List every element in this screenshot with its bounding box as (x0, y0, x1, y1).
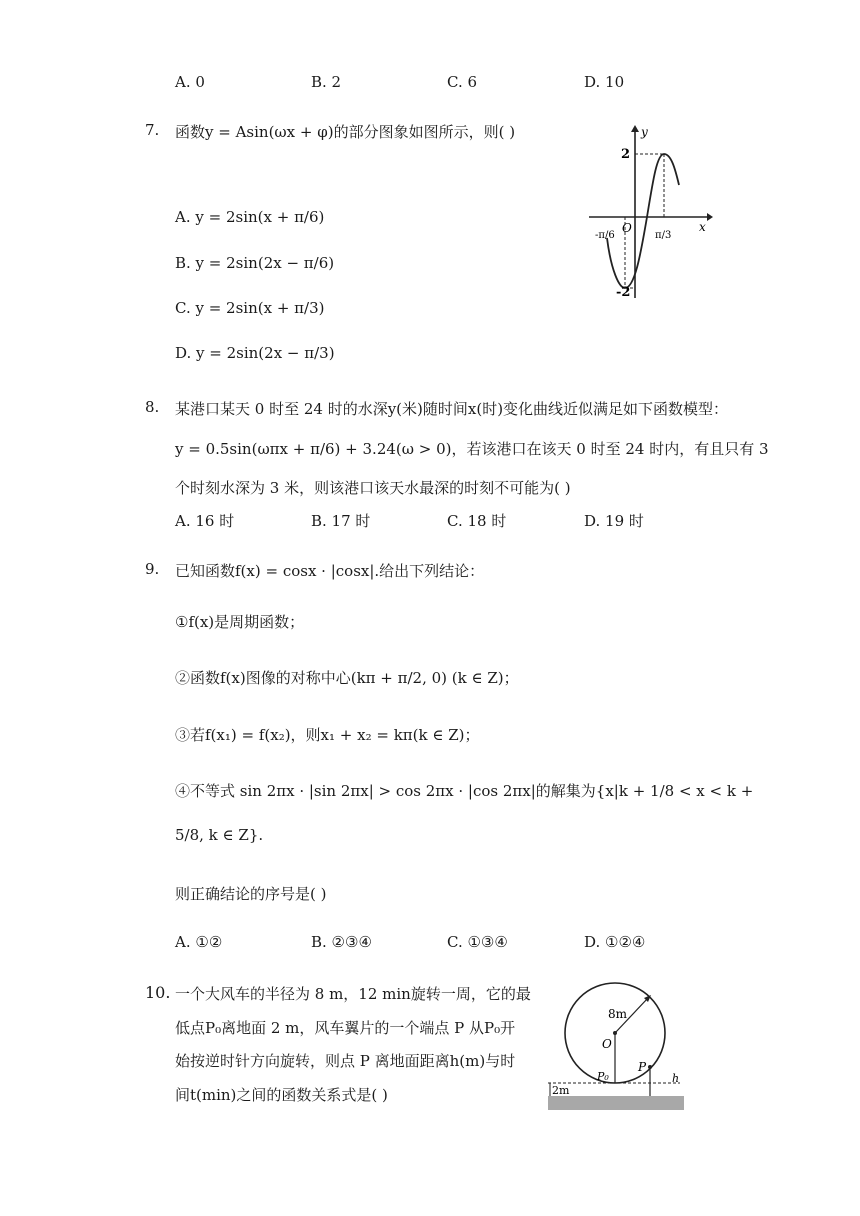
q8-line-1: 某港口某天 0 时至 24 时的水深y(米)随时间x(时)变化曲线近似满足如下函数模型： (175, 400, 729, 418)
right-tick-label: π/3 (655, 230, 672, 241)
q10-line-2: 低点P₀离地面 2 m，风车翼片的一个端点 P 从P₀开 (175, 1019, 516, 1037)
q8-line-3: 个时刻水深为 3 米，则该港口该天水最深的时刻不可能为( ) (175, 479, 571, 497)
q9-option-c[interactable]: C. ①③④ (447, 933, 508, 951)
q9-conclusion-4b: 5/8, k ∈ Z}. (175, 826, 264, 844)
q9-conclusion-2: ②函数f(x)图像的对称中心(kπ + π/2, 0) (k ∈ Z)； (175, 669, 519, 687)
q7-option-a[interactable]: A. y = 2sin(x + π/6) (175, 208, 325, 226)
q7-option-c[interactable]: C. y = 2sin(x + π/3) (175, 299, 325, 317)
q10-line-1: 一个大风车的半径为 8 m，12 min旋转一周，它的最 (175, 985, 531, 1003)
q7-option-b[interactable]: B. y = 2sin(2x − π/6) (175, 254, 335, 272)
ground-bar (548, 1096, 684, 1110)
q7-option-d[interactable]: D. y = 2sin(2x − π/3) (175, 344, 335, 362)
p0-label: P₀ (597, 1070, 609, 1083)
q9-conclusion-3: ③若f(x₁) = f(x₂)，则x₁ + x₂ = kπ(k ∈ Z)； (175, 726, 480, 744)
q6-option-d[interactable]: D. 10 (584, 73, 625, 91)
x-axis-arrow-icon (707, 213, 713, 221)
radius-label: 8m (608, 1007, 628, 1021)
p-label: P (638, 1060, 647, 1074)
q9-conclusion-4a: ④不等式 sin 2πx · |sin 2πx| > cos 2πx · |cos 2πx|的解集为{x|k + 1/8 < x < k + (175, 782, 754, 800)
origin-label: O (622, 221, 632, 235)
q6-option-a[interactable]: A. 0 (175, 73, 205, 91)
center-label: O (602, 1037, 612, 1051)
q9-ask: 则正确结论的序号是( ) (175, 885, 327, 903)
q6-option-b[interactable]: B. 2 (311, 73, 342, 91)
y-axis-arrow-icon (631, 125, 639, 132)
q10-line-4: 间t(min)之间的函数关系式是( ) (175, 1086, 388, 1104)
q9-stem: 已知函数f(x) = cosx · |cosx|.给出下列结论： (175, 562, 485, 580)
q9-conclusion-1: ①f(x)是周期函数； (175, 613, 305, 631)
max-value-label: 2 (621, 147, 631, 162)
q7-number: 7. (145, 121, 160, 139)
q9-number: 9. (145, 560, 160, 578)
q9-option-b[interactable]: B. ②③④ (311, 933, 372, 951)
q8-number: 8. (145, 398, 160, 416)
q7-stem: 函数y = Asin(ωx + φ)的部分图象如图所示，则( ) (175, 123, 516, 141)
q8-option-c[interactable]: C. 18 时 (447, 512, 507, 530)
x-axis-label: x (699, 220, 706, 234)
q7-sine-graph (585, 120, 715, 305)
q8-option-d[interactable]: D. 19 时 (584, 512, 644, 530)
q10-line-3: 始按逆时针方向旋转，则点 P 离地面距离h(m)与时 (175, 1052, 516, 1070)
left-tick-label: -π/6 (595, 230, 615, 241)
q8-line-2: y = 0.5sin(ωπx + π/6) + 3.24(ω > 0)，若该港口在该天 0 时至 24 时内，有且只有 3 (175, 440, 769, 458)
q8-option-a[interactable]: A. 16 时 (175, 512, 235, 530)
q9-option-d[interactable]: D. ①②④ (584, 933, 646, 951)
q10-windmill-figure (540, 978, 690, 1118)
h-label: h (672, 1072, 680, 1085)
q8-option-b[interactable]: B. 17 时 (311, 512, 371, 530)
ground-distance-label: 2m (552, 1084, 570, 1097)
y-axis-label: y (641, 125, 648, 139)
q9-option-a[interactable]: A. ①② (175, 933, 223, 951)
q10-number: 10. (145, 983, 171, 1002)
min-value-label: -2 (616, 285, 631, 300)
sine-curve (607, 154, 679, 288)
q6-option-c[interactable]: C. 6 (447, 73, 478, 91)
